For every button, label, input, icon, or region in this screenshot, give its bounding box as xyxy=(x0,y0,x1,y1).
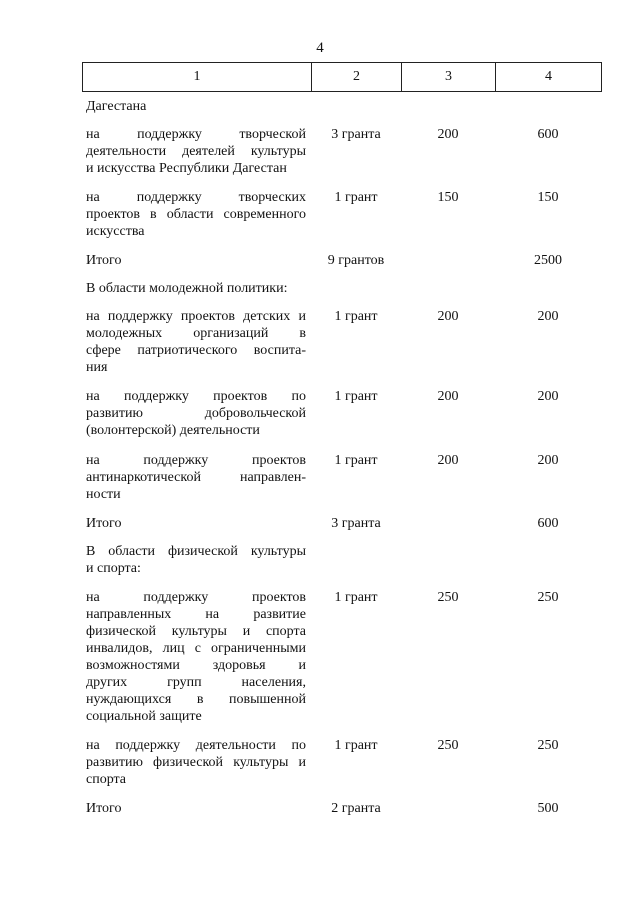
grant-count: 1 грант xyxy=(334,190,378,205)
description-line: антинаркотической направлен- xyxy=(86,470,306,485)
total-amount: 600 xyxy=(537,127,559,142)
description-line: развитию физической культуры и xyxy=(86,755,306,770)
total-amount: 200 xyxy=(537,453,559,468)
description-line: ния xyxy=(86,360,108,375)
row-description xyxy=(86,452,306,503)
grant-amount: 250 xyxy=(437,738,459,753)
total-amount: 600 xyxy=(537,516,559,531)
description-line: инвалидов, лиц с ограниченными xyxy=(86,641,306,656)
description-line: развитию добровольческой xyxy=(86,406,306,421)
total-amount: 150 xyxy=(537,190,559,205)
description-line: физической культуры и спорта xyxy=(86,624,306,639)
description-line: В области физической культуры xyxy=(86,544,306,559)
grant-count: 1 грант xyxy=(334,389,378,404)
description-line: Итого xyxy=(86,801,122,816)
row-description xyxy=(86,98,306,115)
row-description xyxy=(86,589,306,725)
description-line: деятельности деятелей культуры xyxy=(86,144,306,159)
description-line: сфере патриотического воспита- xyxy=(86,343,306,358)
row-description xyxy=(86,800,306,817)
grant-amount: 250 xyxy=(437,590,459,605)
total-amount: 200 xyxy=(537,389,559,404)
grant-count: 3 гранта xyxy=(331,127,381,142)
total-amount: 200 xyxy=(537,309,559,324)
description-line: нуждающихся в повышенной xyxy=(86,692,306,707)
row-description xyxy=(86,308,306,376)
grant-count: 1 грант xyxy=(334,738,378,753)
total-amount: 2500 xyxy=(534,253,562,268)
description-line: ности xyxy=(86,487,121,502)
description-line: на поддержку деятельности по xyxy=(86,738,306,753)
row-description xyxy=(86,737,306,788)
description-line: на поддержку творческих xyxy=(86,190,306,205)
description-line: других групп населения, xyxy=(86,675,306,690)
total-amount: 250 xyxy=(537,590,559,605)
column-header-1: 1 xyxy=(83,63,312,92)
description-line: В области молодежной политики: xyxy=(86,281,288,296)
grant-amount: 200 xyxy=(437,389,459,404)
row-description xyxy=(86,189,306,240)
description-line: проектов в области современного xyxy=(86,207,306,222)
grant-count: 1 грант xyxy=(334,590,378,605)
description-line: на поддержку творческой xyxy=(86,127,306,142)
grant-count: 1 грант xyxy=(334,309,378,324)
description-line: и искусства Республики Дагестан xyxy=(86,161,287,176)
description-line: на поддержку проектов xyxy=(86,453,306,468)
grant-amount: 200 xyxy=(437,309,459,324)
description-line: и спорта: xyxy=(86,561,141,576)
description-line: возможностями здоровья и xyxy=(86,658,306,673)
grant-count: 2 гранта xyxy=(331,801,381,816)
row-description xyxy=(86,543,306,577)
column-header-2: 2 xyxy=(312,63,402,92)
column-header-3: 3 xyxy=(402,63,496,92)
description-line: Итого xyxy=(86,253,122,268)
description-line: спорта xyxy=(86,772,127,787)
row-description xyxy=(86,388,306,439)
grant-amount: 200 xyxy=(437,127,459,142)
page-number: 4 xyxy=(316,40,324,56)
description-line: Итого xyxy=(86,516,122,531)
description-line: социальной защите xyxy=(86,709,202,724)
description-line: молодежных организаций в xyxy=(86,326,306,341)
total-amount: 500 xyxy=(537,801,559,816)
description-line: направленных на развитие xyxy=(86,607,306,622)
row-description xyxy=(86,252,306,269)
description-line: Дагестана xyxy=(86,99,147,114)
column-header-4: 4 xyxy=(496,63,602,92)
grant-count: 1 грант xyxy=(334,453,378,468)
grant-count: 3 гранта xyxy=(331,516,381,531)
grant-count: 9 грантов xyxy=(327,253,385,268)
description-line: на поддержку проектов xyxy=(86,590,306,605)
total-amount: 250 xyxy=(537,738,559,753)
column-header-row xyxy=(82,62,602,92)
grant-amount: 200 xyxy=(437,453,459,468)
row-description xyxy=(86,280,306,297)
description-line: на поддержку проектов детских и xyxy=(86,309,306,324)
grant-amount: 150 xyxy=(437,190,459,205)
row-description xyxy=(86,126,306,177)
description-line: (волонтерской) деятельности xyxy=(86,423,260,438)
description-line: на поддержку проектов по xyxy=(86,389,306,404)
description-line: искусства xyxy=(86,224,145,239)
row-description xyxy=(86,515,306,532)
